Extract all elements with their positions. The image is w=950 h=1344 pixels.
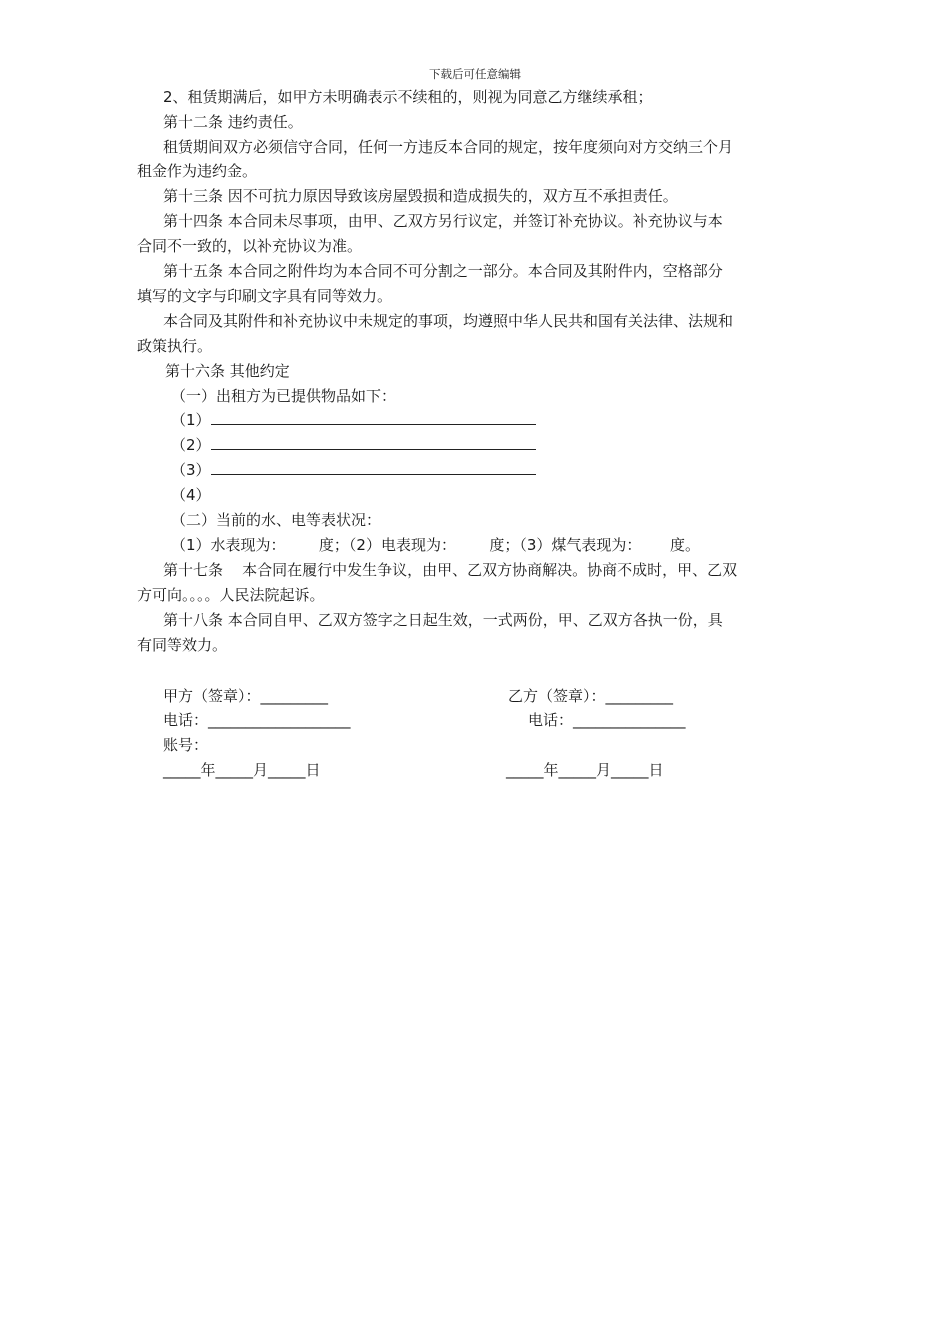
provided-item-4: （4） [171, 486, 211, 504]
meter-readings: （1）水表现为： 度；（2）电表现为： 度；（3）煤气表现为： 度。 [171, 536, 700, 554]
article-15-line2: 填写的文字与印刷文字具有同等效力。 [137, 287, 393, 305]
party-a-account: 账号： [163, 736, 209, 754]
provided-items-heading: （一）出租方为已提供物品如下： [171, 387, 397, 405]
article-17-line1: 第十七条 本合同在履行中发生争议，由甲、乙双方协商解决。协商不成时，甲、乙双 [163, 561, 738, 579]
article-12-title: 第十二条 违约责任。 [163, 113, 303, 131]
provided-item-1 [171, 410, 536, 430]
article-16-title: 第十六条 其他约定 [165, 362, 290, 380]
general-clause-line2: 政策执行。 [137, 337, 213, 355]
party-a-phone: 电话：___________________ [163, 711, 351, 729]
provided-item-2 [171, 435, 536, 455]
article-15-line1: 第十五条 本合同之附件均为本合同不可分割之一部分。本合同及其附件内，空格部分 [163, 262, 723, 280]
article-14-line1: 第十四条 本合同未尽事项，由甲、乙双方另行议定，并签订补充协议。补充协议与本 [163, 212, 723, 230]
fill-in-line [211, 460, 536, 475]
fill-in-line [211, 435, 536, 450]
party-b-signature: 乙方（签章）：_________ [508, 687, 674, 705]
article-12-text-line1: 租赁期间双方必须信守合同，任何一方违反本合同的规定，按年度须向对方交纳三个月 [163, 138, 734, 156]
page-header: 下载后可任意编辑 [429, 67, 521, 81]
party-b-date: _____年_____月_____日 [506, 761, 664, 779]
party-b-phone: 电话：_______________ [528, 711, 686, 729]
general-clause-line1: 本合同及其附件和补充协议中未规定的事项，均遵照中华人民共和国有关法律、法规和 [163, 312, 734, 330]
item-number: （1） [171, 411, 211, 429]
article-18-line2: 有同等效力。 [137, 636, 228, 654]
meter-status-heading: （二）当前的水、电等表状况： [171, 511, 382, 529]
article-12-text-line2: 租金作为违约金。 [137, 162, 258, 180]
article-17-line2: 方可向。。。。人民法院起诉。 [137, 586, 325, 604]
party-a-signature: 甲方（签章）：_________ [163, 687, 329, 705]
article-18-line1: 第十八条 本合同自甲、乙双方签字之日起生效，一式两份，甲、乙双方各执一份，具 [163, 611, 723, 629]
article-13: 第十三条 因不可抗力原因导致该房屋毁损和造成损失的，双方互不承担责任。 [163, 187, 678, 205]
clause-renewal: 2、租赁期满后，如甲方未明确表示不续租的，则视为同意乙方继续承租； [163, 88, 653, 106]
fill-in-line [211, 410, 536, 425]
item-number: （3） [171, 461, 211, 479]
party-a-date: _____年_____月_____日 [163, 761, 321, 779]
item-number: （2） [171, 436, 211, 454]
article-14-line2: 合同不一致的，以补充协议为准。 [137, 237, 363, 255]
provided-item-3 [171, 460, 536, 480]
